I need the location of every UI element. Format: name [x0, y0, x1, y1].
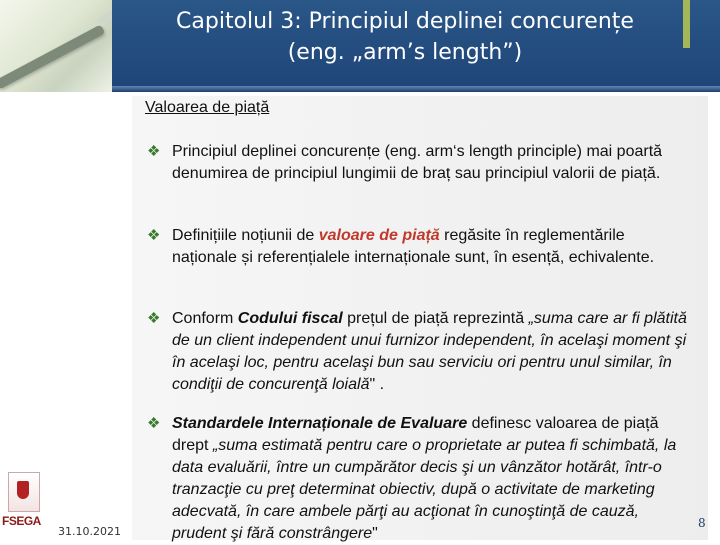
page-number: 8: [698, 516, 706, 530]
bullet-text-3-post: " .: [369, 376, 385, 393]
slide-title: [112, 6, 698, 68]
bullet-item-1: [147, 141, 692, 185]
bullet-text-2-pre: Definițiile noțiunii de: [172, 227, 319, 244]
bullet-item-2: [147, 225, 692, 269]
title-underline: [112, 86, 720, 92]
bullet-text-4: [172, 413, 692, 545]
fsega-crest-icon: [8, 472, 40, 512]
section-title: Valoarea de piață: [145, 99, 270, 116]
valuation-standards-quote: „suma estimată pentru care o proprietate ar putea fi schimbată, la data evaluării, între un cumpărător decis şi un vânzător hotărât, într-o tranzacţie cu preţ determinat obiectiv, după o activitate de marketing adecvată, în care ambele părţi au acţionat în cunoştinţă de cauză, prudent şi fără constrângere: [172, 437, 677, 542]
fsega-logo: [0, 464, 46, 540]
fiscal-code-quote: „suma care ar fi plătită de un client independent unui furnizor independent, în acelaşi moment şi în acelaşi loc, pentru acelaşi bun sau serviciu ori pentru unul similar, în condiţii de concurenţă loială: [172, 310, 687, 393]
pen-tip: [96, 9, 112, 25]
bullet-text-3-pre: Conform: [172, 310, 238, 327]
diamond-bullet-icon: ❖: [147, 143, 161, 160]
bullet-item-4: [147, 413, 692, 545]
bullet-text-3: [172, 308, 692, 396]
bullet-item-3: [147, 308, 692, 396]
highlight-term: valoare de piață: [318, 227, 440, 244]
fiscal-code-reference: Codului fiscal: [237, 310, 343, 327]
fsega-logo-text: FSEGA: [2, 514, 41, 528]
diamond-bullet-icon: ❖: [147, 415, 161, 432]
header-photo: [0, 0, 112, 92]
bullet-text-1: Principiul deplinei concurențe (eng. arm‘s length principle) mai poartă denumirea de principiul lungimii de braț sau principiul valorii de piață.: [172, 143, 663, 182]
diamond-bullet-icon: ❖: [147, 310, 161, 327]
valuation-standards-reference: Standardele Internaționale de Evaluare: [172, 415, 468, 432]
bullet-text-4-post: ": [372, 525, 378, 542]
bullet-text-2: [172, 225, 692, 269]
slide-title-line2: (eng. „arm’s length”): [287, 40, 523, 65]
bullet-text-3-mid: prețul de piață reprezintă: [342, 310, 529, 327]
slide-header: [0, 0, 720, 92]
slide-title-line1: Capitolul 3: Principiul deplinei concurențe: [176, 9, 634, 34]
bullet-text-2-post: regăsite în reglementările naționale și referențialele internaționale sunt, în esență, echivalente.: [172, 227, 655, 266]
pen-image: [0, 24, 105, 89]
bullet-text-4-mid: definesc valoarea de piață drept: [172, 415, 659, 454]
diamond-bullet-icon: ❖: [147, 227, 161, 244]
slide-date: 31.10.2021: [58, 525, 121, 538]
